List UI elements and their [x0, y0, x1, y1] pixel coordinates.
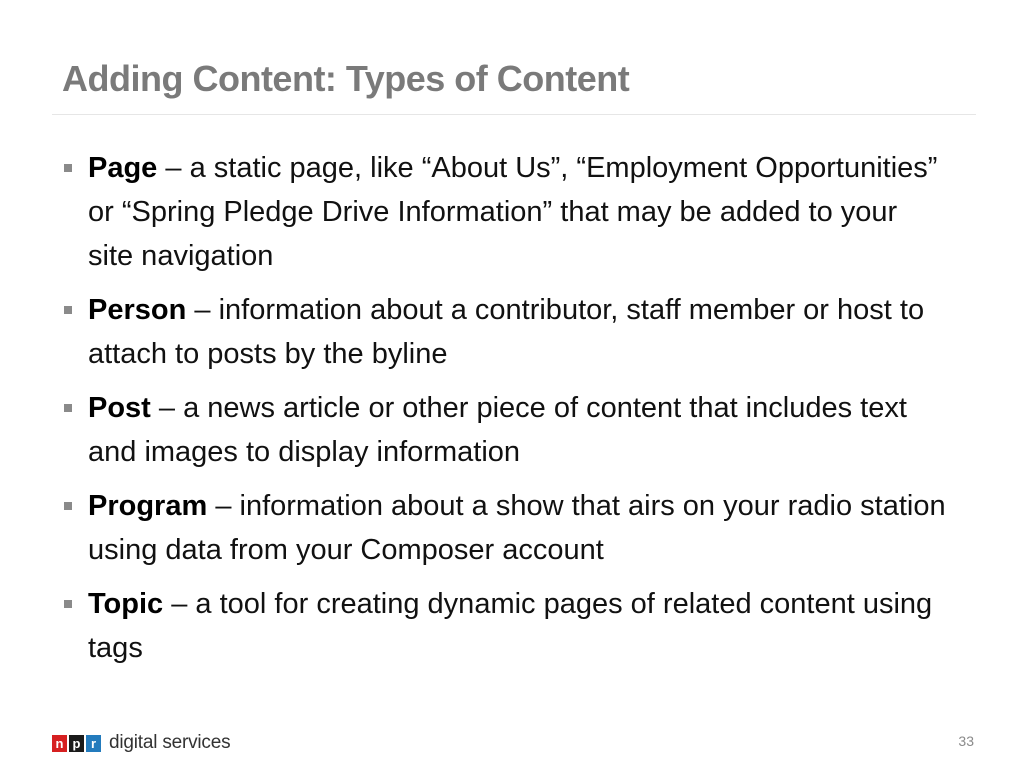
bullet-item-program	[60, 484, 950, 572]
page-number: 33	[958, 733, 974, 749]
bullet-term: Program	[88, 490, 208, 522]
square-bullet-icon	[64, 164, 72, 172]
bullet-description: – a tool for creating dynamic pages of related content using tags	[88, 588, 933, 664]
bullet-description: – a static page, like “About Us”, “Employment Opportunities” or “Spring Pledge Drive Information” that may be added to your site navigation	[88, 152, 938, 272]
square-bullet-icon	[64, 600, 72, 608]
bullet-item-topic	[60, 582, 950, 670]
npr-logo-letter-n: n	[52, 735, 67, 752]
square-bullet-icon	[64, 502, 72, 510]
square-bullet-icon	[64, 404, 72, 412]
slide-content	[60, 146, 950, 680]
bullet-term: Page	[88, 152, 158, 184]
npr-logo-letter-r: r	[86, 735, 101, 752]
bullet-description: – information about a contributor, staff member or host to attach to posts by the byline	[88, 294, 925, 370]
bullet-description: – information about a show that airs on your radio station using data from your Composer account	[88, 490, 946, 566]
bullet-description: – a news article or other piece of content that includes text and images to display information	[88, 392, 907, 468]
bullet-item-person	[60, 288, 950, 376]
bullet-term: Person	[88, 294, 187, 326]
npr-digital-services-logo	[52, 733, 230, 753]
slide-title: Adding Content: Types of Content	[62, 58, 630, 99]
bullet-term: Topic	[88, 588, 164, 620]
bullet-list	[60, 146, 950, 670]
bullet-item-page	[60, 146, 950, 278]
brand-text: digital services	[109, 732, 231, 753]
bullet-term: Post	[88, 392, 151, 424]
bullet-item-post	[60, 386, 950, 474]
npr-logo-letter-p: p	[69, 735, 84, 752]
square-bullet-icon	[64, 306, 72, 314]
title-divider	[52, 114, 976, 115]
